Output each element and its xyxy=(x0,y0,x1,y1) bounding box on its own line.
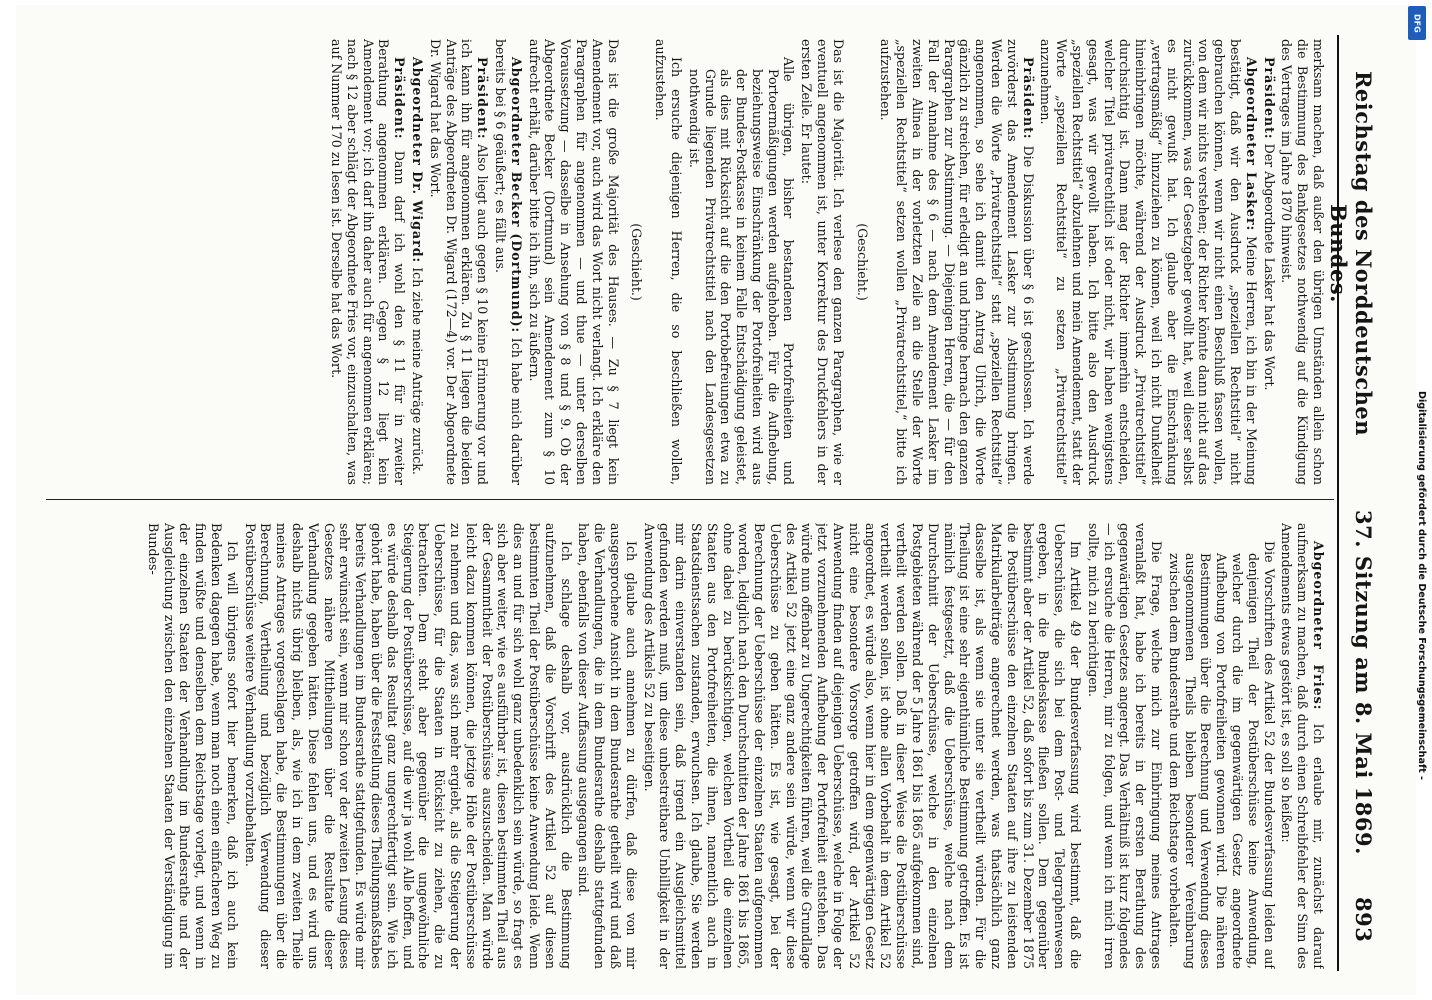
paragraph: Das ist die Majorität. Ich verlese den ganzen Paragraphen, wie er eventuell angenommen ist, unter Korrektur des Druckfehlers in der ersten Zeile. Er lautet: xyxy=(799,39,846,485)
paragraph xyxy=(328,39,407,485)
speech-text: Dann darf ich wohl den § 11 für in zweiter Berathung angenommen erklären. Gegen § 12 liegt kein Amendement vor; ich darf ihn daher auch für angenommen erklären; nach § 12 aber schlägt der Abgeordnete Fries vor, einzuschalten, was auf Nummer 170 zu lesen ist. Derselbe hat das Wort. xyxy=(328,39,408,485)
paragraph: Ich schlage deshalb vor, ausdrücklich die Bestimmung aufzunehmen, daß die Vorschrift des Artikel 52 auf diesen bestimmten Theil der Postüberschüsse keine Anwendung leide. Wenn dies an und für sich wohl ganz unbedenklich sein würde, so fragt es sich aber weiter, wie es ausführbar ist, diesen bestimmten Theil aus der Gesammtheit der Postüberschüsse auszuscheiden. Man würde leicht dazu kommen können, die jetzige Höhe der Postüberschüsse zu nehmen und das, was sich mehr ergiebt, als die Steigerung der Ueberschüsse, für die Staaten in Rücksicht zu ziehen, die zu betrachten. Dem steht aber gegenüber die ungewöhnliche Steigerung der Postüberschüsse, auf die wir ja wohl Alle hoffen, und es würde deshalb das Resultat ganz ungerechtfertigt sein. Wie ich gehört habe, haben über die Feststellung dieses Theilungsmaßstabes bereits Verhandlungen im Bundesrathe stattgefunden. Es würde mir sehr erwünscht sein, wenn mir schon vor der zweiten Lesung dieses Gesetzes nähere Mittheilungen über die Resultate dieser Verhandlung gegeben hätten. Diese fehlen uns, und es wird uns deshalb nichts übrig bleiben, als, wie ich in dem zweiten Theile meines Antrages vorgeschlagen habe, die Bestimmungen über die Berechnung, Vertheilung und bezüglich Verwendung dieser Postüberschüsse weitere Verhandlung vorzubehalten. xyxy=(242,523,574,969)
left-column xyxy=(50,39,1326,485)
header-left-title: Reichstag des Norddeutschen Bundes. xyxy=(1326,70,1376,437)
header-center-title: 37. Sitzung am 8. Mai 1869. xyxy=(1351,510,1376,855)
paragraph xyxy=(1038,39,1259,485)
paragraph xyxy=(878,39,1036,485)
speaker-name: Abgeordneter Fries: xyxy=(1311,541,1326,711)
stage-direction: (Geschieht.) xyxy=(854,223,870,301)
speech-text: Ich habe mich darüber bereits bei § 6 geäußert; es fällt aus. xyxy=(492,39,524,485)
speaker-name: Präsident: xyxy=(1261,57,1277,140)
speaker-name: Abgeordneter Dr. Wigard: xyxy=(409,57,425,264)
speaker-name: Präsident: xyxy=(475,57,491,140)
speaker-name: Abgeordneter Lasker: xyxy=(1243,57,1259,232)
right-column xyxy=(50,523,1326,969)
paragraph xyxy=(427,39,490,485)
stage-direction: (Geschieht.) xyxy=(629,223,645,301)
speech-text: Also liegt auch gegen § 10 keine Erinnerung vor und ich kann ihn für angenommen erklären. Zu § 11 liegen die beiden Anträge des Abgeordneten Dr. Wigard (172—4) vor. Der Abgeordnete Dr. Wigard hat das Wort. xyxy=(427,39,491,485)
paragraph xyxy=(492,39,524,485)
page-number: 893 xyxy=(1351,897,1376,943)
dfg-logo: DFG xyxy=(1408,6,1426,40)
speaker-name: Präsident: xyxy=(1020,57,1036,140)
quoted-paragraph: Alle übrigen, bisher bestandenen Portofreiheiten und Portoermäßigungen werden aufgehoben. Für die Aufhebung, beziehungsweise Einschränkung der Portofreiheiten wird aus der Bundes-Postkasse in keinem Falle Entschädigung geleistet, als dies mit Rücksicht auf die den Portobefreiungen etwa zu Grunde liegenden Privatrechtstitel nach den Landesgesetzen nothwendig ist. xyxy=(686,57,797,485)
speech-text: Ich erlaube mir, zunächst darauf aufmerksam zu machen, daß durch einen Schreibfehler der Sinn des Amendements etwas gestört ist, es soll so heißen: xyxy=(1279,523,1326,969)
speaker-name: Abgeordneter Becker (Dortmund): xyxy=(508,57,524,334)
paragraph: Ich glaube auch annehmen zu dürfen, daß diese von mir ausgesprochene Ansicht in dem Bundesrathe getheilt wird und daß die Verhandlungen, die in dem Bundesrathe deshalb stattgefunden haben, ebenfalls von dieser Auffassung ausgegangen sind. xyxy=(576,523,639,969)
header-rule xyxy=(1337,35,1339,971)
paragraph: Im Artikel 49 der Bundesverfassung wird bestimmt, daß die Ueberschüsse, die sich bei dem Post- und Telegraphenwesen ergeben, in die Bundeskasse fließen sollen. Dem gegenüber bestimmt aber der Artikel 52, daß sofort bis zum 31. Dezember 1875 die Postüberschüsse den einzelnen Staaten auf ihre zu leistenden Matrikularbeiträge angerechnet werden, was thatsächlich ganz dasselbe ist, als wenn sie unter sie vertheilt würden. Für die Theilung ist eine sehr eigenthümliche Bestimmung getroffen. Es ist nämlich festgesetzt, daß die Ueberschüsse, welche nach dem Durchschnitt der Ueberschüsse, welche in den einzelnen Postgebieten während der 5 Jahre 1861 bis 1865 aufgekommen sind, vertheilt werden sollen. Daß in dieser Weise die Postüberschüsse vertheilt werden sollen, ist ohne allen Vorbehalt in dem Artikel 52 angeordnet, es würde also, wenn hier in dem gegenwärtigen Gesetz nicht eine besondere Vorsorge getroffen wird, der Artikel 52 Anwendung finden auf diejenigen Ueberschüsse, welche in Folge der jetzt vorzunehmenden Aufhebung der Portofreiheit entstehen. Das würde nun offenbar zu Ungerechtigkeiten führen, weil die Grundlage des Artikel 52 jetzt eine ganz andere sein würde, wenn wir diese Ueberschüsse zu geben hätten. Es ist, wie gesagt, bei der Berechnung der Ueberschüsse der einzelnen Staaten aufgenommen worden, lediglich nach den Durchschnitten der Jahre 1861 bis 1865, ohne dabei zu berücksichtigen, welchen Vortheil die einzelnen Staaten aus den Portofreiheiten, die ihnen, namentlich auch in Staatsdienstsachen zustanden, erwuchsen. Ich glaube, Sie werden mir darin einverstanden sein, daß irgend ein Ausgleichsmittel gefunden werden muß, um diese unbestreitbare Unbilligkeit in der Anwendung des Artikels 52 zu beseitigen. xyxy=(641,523,1084,969)
paragraph: Das ist die große Majorität des Hauses. — Zu § 7 liegt kein Amendement vor, auch wird das Wort nicht verlangt. Ich erkläre den Paragraphen für angenommen — und thue — unter derselben Voraussetzung — dasselbe in Ansehung von § 8 und § 9. Ob der Abgeordnete Becker (Dortmund) sein Amendement zum § 10 aufrecht erhält, darüber bitte ich ihn, sich zu äußern. xyxy=(526,39,621,485)
paragraph: Ich will übrigens sofort hier bemerken, daß ich auch kein Bedenken dagegen habe, wenn man noch einen einfacheren Weg zu finden wüßte und denselben dem Reichstage vorlegt, und wenn in der einzelnen Staaten der Verhandlung im Bundesrathe und der Ausgleichung zwischen den einzelnen Staaten der Verständigung im Bundes- xyxy=(145,523,240,969)
page-header xyxy=(1326,39,1376,967)
speech-text: Die Diskussion über § 6 ist geschlossen. Ich werde zuvörderst das Amendement Lasker zur Abstimmung bringen. Werden die Worte „Privatrechtstitel“ statt „speziellen Rechtstitel“ angenommen, so sehe ich damit den Antrag Ulrich, die Worte gänzlich zu streichen, für erledigt an und bringe hernach den ganzen Paragraphen zur Abstimmung. — Diejenigen Herren, die — für den Fall der Annahme des § 6 — nach dem Amendement Lasker im zweiten Alinea in der vorletzten Zeile an die Stelle der Worte „speziellen Rechtstitel“ setzen wollen „Privatrechtstitel,“ bitte ich aufzustehen. xyxy=(878,39,1036,485)
speech-text: Der Abgeordnete Lasker hat das Wort. xyxy=(1261,139,1277,391)
paragraph xyxy=(1279,523,1326,969)
digitization-credit: Digitalisierung gefördert durch die Deutsche Forschungsgemeinschaft - xyxy=(1416,390,1427,780)
speech-text: Meine Herren, ich bin in der Meinung bestätigt, daß wir den Ausdruck „speziellen Rechtstitel“ nicht gebrauchen können, wenn wir nicht einen Beschluß fassen wollen, von dem wir nichts verstehen; der Richter könnte dann nicht auf das zurückkommen, was der Gesetzgeber gewollt hat, weil dieser selbst es nicht gewußt hat. Ich glaube aber die Einschränkung „vertragsmäßig“ hinzuziehen zu können, weil ich nicht Dunkelheit hineinbringen möchte, während der Ausdruck „Privatrechtstitel“ durchsichtig ist. Dann mag der Richter immerhin entscheiden, welcher Titel privatrechtlich ist oder nicht, wir haben wenigstens gesagt, was wir gewollt haben. Ich bitte also den Ausdruck „speziellen Rechtstitel“ abzulehnen und mein Amendement, statt der Worte „speziellen Rechtstitel“ zu setzen „Privatrechtstitel“ anzunehmen. xyxy=(1038,39,1259,485)
paragraph xyxy=(409,39,425,485)
paragraph: merksam machen, daß außer den übrigen Umständen allein schon die Bestimmung des Bankgesetzes nothwendig auf die Kündigung des Vertrages im Jahre 1870 hinweist. xyxy=(1279,39,1326,485)
column-divider xyxy=(46,499,1334,500)
speech-text: Ich ziehe meine Anträge zurück. xyxy=(409,263,425,475)
scanned-page xyxy=(16,5,1416,995)
quoted-paragraph: Die Vorschriften des Artikel 52 der Bundesverfassung leiden auf denjenigen Theil der Postüberschüsse keine Anwendung, welcher durch die im gegenwärtigen Gesetz angeordnete Aufhebung von Portofreiheiten gewonnen wird. Die näheren Bestimmungen über die Berechnung und Verwendung dieses ausgenommenen Theils bleiben besonderer Vereinbarung zwischen dem Bundesrathe und dem Reichstage vorbehalten. xyxy=(1166,541,1277,969)
paragraph xyxy=(1261,39,1277,485)
paragraph: Die Frage, welche mich zur Einbringung meines Antrages veranlaßt hat, habe ich bereits in der ersten Berathung des gegenwärtigen Gesetzes angeregt. Das Verhältniß ist kurz folgendes — ich ersuche die Herren, mir zu folgen, und wenn ich mich irren sollte, mich zu berichtigen. xyxy=(1085,523,1165,969)
paragraph: Ich ersuche diejenigen Herren, die so beschließen wollen, aufzustehen. xyxy=(653,39,684,485)
speaker-name: Präsident: xyxy=(392,57,408,140)
